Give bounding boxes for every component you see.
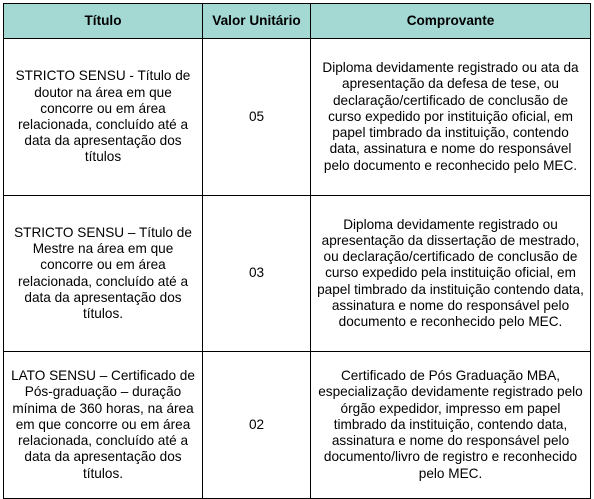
cell-titulo: STRICTO SENSU – Título de Mestre na área em que concorre ou em área relacionada, concluído até a data da apresentação dos títulos. <box>4 196 203 352</box>
cell-comprovante: Diploma devidamente registrado ou ata da apresentação da defesa de tese, ou declaração/certificado de conclusão de curso expedido por instituição oficial, em papel timbrado da instituição, contendo data, assinatura e nome do responsável pelo documento e reconhecido pelo MEC. <box>311 39 591 196</box>
table-row <box>4 196 591 352</box>
cell-valor: 03 <box>203 196 311 352</box>
titles-table <box>3 3 591 499</box>
header-valor-unitario: Valor Unitário <box>203 4 311 39</box>
cell-valor: 05 <box>203 39 311 196</box>
table-row <box>4 352 591 499</box>
table-row <box>4 39 591 196</box>
cell-titulo: STRICTO SENSU - Título de doutor na área em que concorre ou em área relacionada, concluído até a data da apresentação dos títulos <box>4 39 203 196</box>
cell-valor: 02 <box>203 352 311 499</box>
header-row <box>4 4 591 39</box>
cell-comprovante: Diploma devidamente registrado ou apresentação da dissertação de mestrado, ou declaração/certificado de conclusão de curso expedido pela instituição oficial, em papel timbrado da instituição contendo data, assinatura e nome do responsável pelo documento e reconhecido pelo MEC. <box>311 196 591 352</box>
cell-titulo: LATO SENSU – Certificado de Pós-graduação – duração mínima de 360 horas, na área em que concorre ou em área relacionada, concluído até a data da apresentação dos títulos. <box>4 352 203 499</box>
header-comprovante: Comprovante <box>311 4 591 39</box>
cell-comprovante: Certificado de Pós Graduação MBA, especialização devidamente registrado pelo órgão expedidor, impresso em papel timbrado da instituição, contendo data, assinatura e nome do responsável pelo documento/livro de registro e reconhecido pelo MEC. <box>311 352 591 499</box>
header-titulo: Título <box>4 4 203 39</box>
